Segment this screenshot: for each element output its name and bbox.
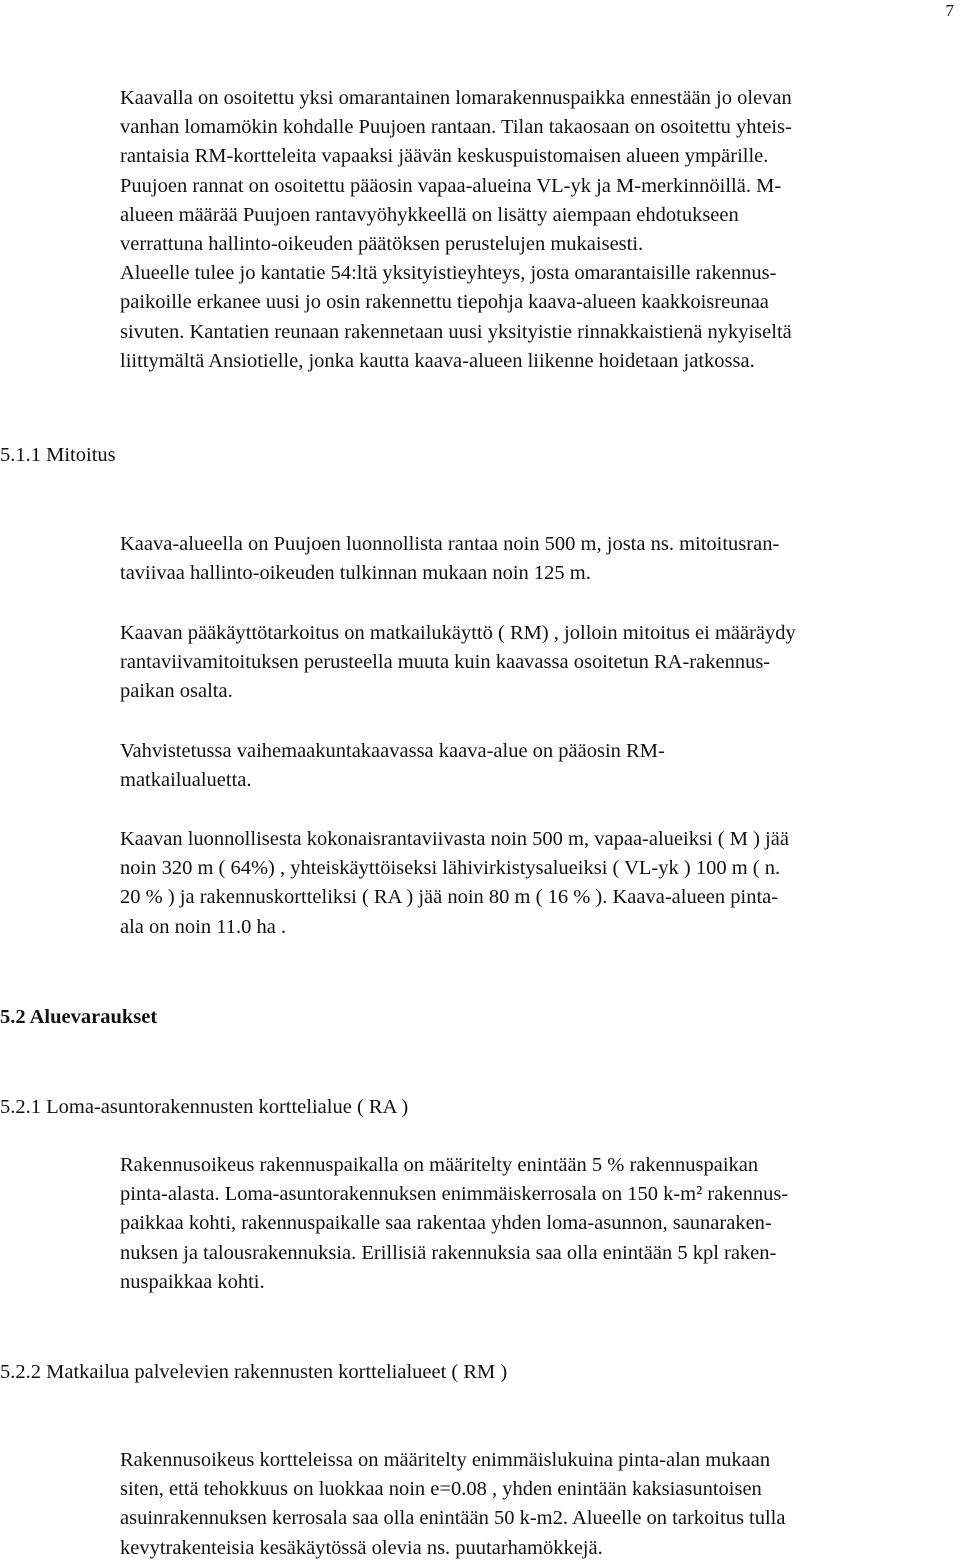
text-line: nuspaikkaa kohti.	[120, 1270, 265, 1293]
text-line: Rakennusoikeus rakennuspaikalla on määritelty enintään 5 % rakennuspaikan	[120, 1154, 759, 1176]
text-line: rantaisia RM-kortteleita vapaaksi jäävän keskuspuistomaisen alueen ympärille.	[120, 145, 769, 168]
intro-paragraph	[120, 84, 940, 376]
text-line: vanhan lomamökin kohdalle Puujoen rantaan. Tilan takaosaan on osoitettu yhteis-	[120, 116, 792, 139]
text-line: Alueelle tulee jo kantatie 54:ltä yksityistieyhteys, josta omarantaisille rakennus-	[120, 262, 777, 285]
text-line: kevytrakenteisia kesäkäytössä olevia ns. puutarhamökkejä.	[120, 1536, 603, 1559]
text-line: paikkaa kohti, rakennuspaikalle saa rakentaa yhden loma-asunnon, saunaraken-	[120, 1212, 772, 1235]
mitoitus-paragraph-3	[120, 737, 940, 795]
text-line: Kaavan pääkäyttötarkoitus on matkailukäyttö ( RM) , jolloin mitoitus ei määräydy	[120, 622, 796, 644]
ra-paragraph	[120, 1151, 940, 1297]
text-line: Kaava-alueella on Puujoen luonnollista rantaa noin 500 m, josta ns. mitoitusran-	[120, 533, 780, 555]
text-line: verrattuna hallinto-oikeuden päätöksen perustelujen mukaisesti.	[120, 233, 644, 256]
text-line: pinta-alasta. Loma-asuntorakennuksen enimmäiskerrosala on 150 k-m² rakennus-	[120, 1183, 789, 1206]
section-heading-rm: 5.2.2 Matkailua palvelevien rakennusten korttelialueet ( RM )	[0, 1361, 508, 1383]
text-line: nuksen ja talousrakennuksia. Erillisiä rakennuksia saa olla enintään 5 kpl raken-	[120, 1241, 777, 1264]
text-line: 20 % ) ja rakennuskortteliksi ( RA ) jää noin 80 m ( 16 % ). Kaava-alueen pinta-	[120, 886, 779, 909]
text-line: paikan osalta.	[120, 680, 233, 703]
text-line: Rakennusoikeus kortteleissa on määritelty enimmäislukuina pinta-alan mukaan	[120, 1449, 771, 1471]
mitoitus-paragraph-1	[120, 530, 940, 588]
text-line: Vahvistetussa vaihemaakuntakaavassa kaava-alue on pääosin RM-	[120, 740, 665, 762]
text-line: Puujoen rannat on osoitettu pääosin vapaa-alueina VL-yk ja M-merkinnöillä. M-	[120, 174, 782, 197]
text-line: Kaavalla on osoitettu yksi omarantainen lomarakennuspaikka ennestään jo olevan	[120, 87, 792, 109]
text-line: alueen määrää Puujoen rantavyöhykkeellä on lisätty aiempaan ehdotukseen	[120, 203, 739, 226]
text-line: Kaavan luonnollisesta kokonaisrantaviivasta noin 500 m, vapaa-alueiksi ( M ) jää	[120, 828, 789, 850]
text-line: matkailualuetta.	[120, 769, 252, 792]
text-line: siten, että tehokkuus on luokkaa noin e=0.08 , yhden enintään kaksiasuntoisen	[120, 1478, 762, 1501]
text-line: paikoille erkanee uusi jo osin rakennettu tiepohja kaava-alueen kaakkoisreunaa	[120, 291, 769, 314]
text-line: asuinrakennuksen kerrosala saa olla enintään 50 k-m2. Alueelle on tarkoitus tulla	[120, 1507, 786, 1530]
text-line: rantaviivamitoituksen perusteella muuta kuin kaavassa osoitetun RA-rakennus-	[120, 651, 771, 674]
mitoitus-paragraph-4	[120, 825, 940, 942]
text-line: ala on noin 11.0 ha .	[120, 915, 287, 938]
section-heading-ra: 5.2.1 Loma-asuntorakennusten korttelialue ( RA )	[0, 1096, 409, 1118]
mitoitus-paragraph-2	[120, 619, 940, 707]
section-heading-aluevaraukset: 5.2 Aluevaraukset	[0, 1006, 158, 1028]
text-line: liittymältä Ansiotielle, jonka kautta kaava-alueen liikenne hoidetaan jatkossa.	[120, 349, 755, 372]
text-line: sivuten. Kantatien reunaan rakennetaan uusi yksityistie rinnakkaistienä nykyiseltä	[120, 320, 792, 343]
rm-paragraph	[120, 1446, 940, 1563]
text-line: noin 320 m ( 64%) , yhteiskäyttöiseksi lähivirkistysalueiksi ( VL-yk ) 100 m ( n.	[120, 857, 781, 880]
text-line: taviivaa hallinto-oikeuden tulkinnan mukaan noin 125 m.	[120, 562, 591, 585]
page-number: 7	[945, 1, 954, 20]
section-heading-mitoitus: 5.1.1 Mitoitus	[0, 444, 116, 466]
